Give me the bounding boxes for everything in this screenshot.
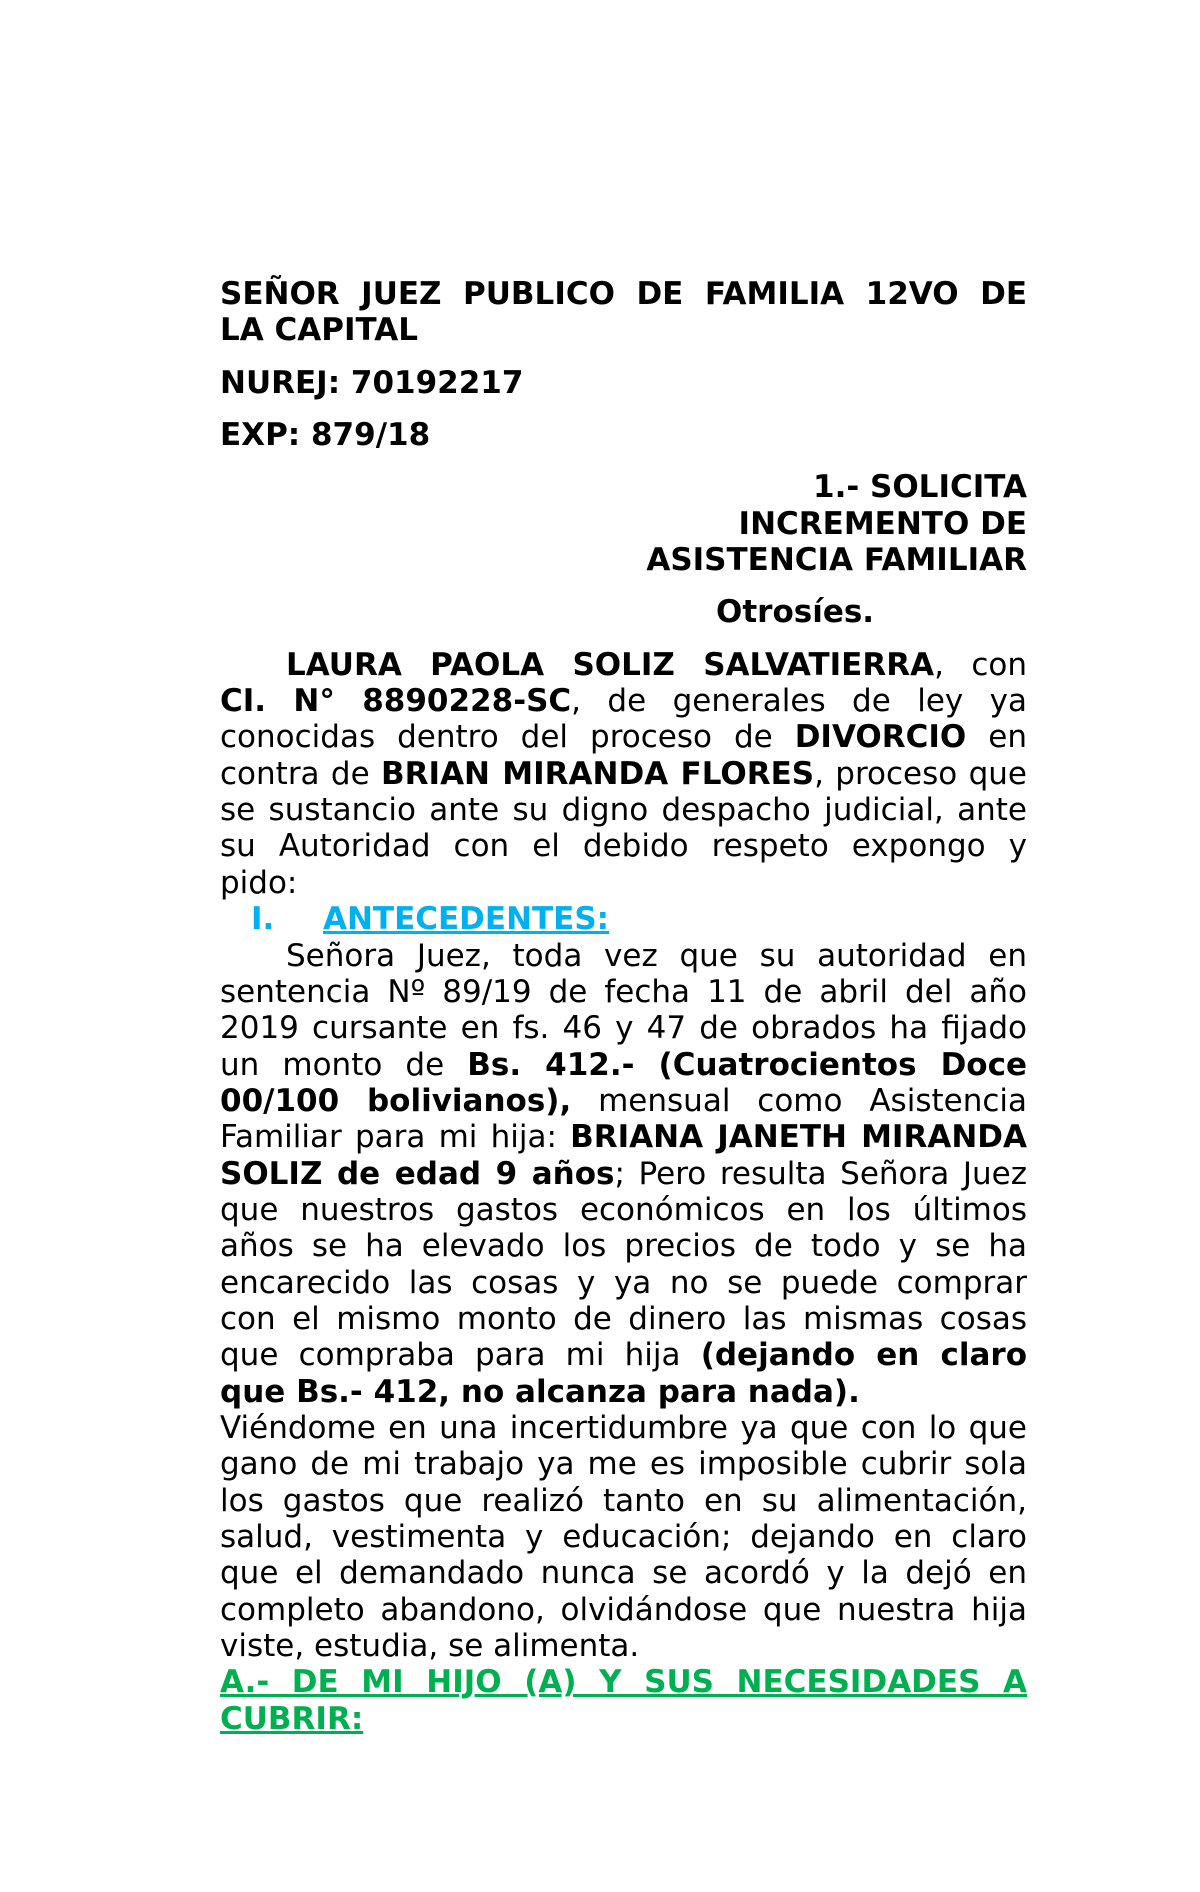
section-number: I.: [251, 901, 275, 938]
text-run: contra de: [220, 755, 382, 792]
text-run: , con: [934, 646, 1027, 683]
text-line: [220, 1192, 1027, 1228]
text-line: [220, 1047, 1027, 1083]
text-line: [220, 647, 1027, 683]
text-line: [220, 719, 1027, 755]
text-line: [220, 1483, 1027, 1519]
text-line: [220, 1628, 1027, 1664]
text-line: [220, 1010, 1027, 1046]
bold-text-run: SOLIZ de edad 9 años: [220, 1155, 615, 1192]
text-run: su Autoridad con el debido respeto expongo y: [220, 828, 1027, 865]
text-run: gano de mi trabajo ya me es imposible cubrir sola: [220, 1446, 1027, 1483]
bold-text-run: que Bs.- 412, no alcanza para nada).: [220, 1373, 860, 1410]
text-line: [220, 1119, 1027, 1155]
text-run: los gastos que realizó tanto en su alimentación,: [220, 1482, 1027, 1519]
petition-title-line: INCREMENTO DE: [738, 505, 1027, 542]
text-run: conocidas dentro del proceso de: [220, 719, 795, 756]
text-line: [220, 1337, 1027, 1373]
bold-text-run: Bs. 412.- (Cuatrocientos Doce: [467, 1046, 1027, 1083]
text-line: [220, 1410, 1027, 1446]
section-title: ANTECEDENTES:: [323, 901, 610, 938]
text-run: Señora Juez, toda vez que su autoridad en: [286, 937, 1027, 974]
antecedentes-paragraph: [220, 938, 1027, 1410]
text-line: [220, 1374, 1027, 1410]
text-run: SEÑOR JUEZ PUBLICO DE FAMILIA 12VO DE: [220, 276, 1027, 312]
text-line: [220, 974, 1027, 1010]
text-run: , de generales de ley ya: [571, 683, 1028, 720]
text-line: [220, 1301, 1027, 1337]
text-run: un monto de: [220, 1046, 468, 1083]
petition-title: [220, 469, 1027, 578]
section-heading-antecedentes: [220, 901, 1027, 937]
text-run: años se ha elevado los precios de todo y se ha: [220, 1228, 1027, 1265]
bold-text-run: CI. N° 8890228-SC: [220, 683, 572, 720]
text-line: [220, 792, 1027, 828]
text-run: pido:: [220, 864, 298, 901]
text-run: que nuestros gastos económicos en los últimos: [220, 1191, 1027, 1228]
text-line: [220, 1701, 1027, 1737]
text-run: salud, vestimenta y educación; dejando en claro: [220, 1519, 1027, 1555]
text-line: [220, 756, 1027, 792]
text-line: [220, 1592, 1027, 1628]
petition-title-line: 1.- SOLICITA: [813, 469, 1027, 506]
text-line: [220, 1555, 1027, 1591]
court-addressee: [220, 276, 1027, 349]
text-run: que el demandado nunca se acordó y la dejó en: [220, 1555, 1027, 1592]
text-run: encarecido las cosas y ya no se puede comprar: [220, 1264, 1027, 1301]
text-line: [220, 1156, 1027, 1192]
text-line: [220, 1083, 1027, 1119]
text-run: ; Pero resulta Señora Juez: [614, 1155, 1027, 1192]
text-line: [220, 1265, 1027, 1301]
text-run: viste, estudia, se alimenta.: [220, 1628, 640, 1665]
text-run: LA CAPITAL: [220, 312, 419, 349]
intro-paragraph: [220, 647, 1027, 901]
text-run: con el mismo monto de dinero las mismas cosas: [220, 1300, 1027, 1337]
text-run: en: [966, 719, 1027, 756]
text-line: [220, 828, 1027, 864]
bold-text-run: (dejando en claro: [700, 1337, 1028, 1374]
bold-text-run: 00/100 bolivianos),: [220, 1082, 572, 1119]
case-file-number: EXP: 879/18: [220, 417, 431, 454]
text-run: sentencia Nº 89/19 de fecha 11 de abril del año: [220, 973, 1027, 1010]
text-run: se sustancio ante su digno despacho judicial, ante: [220, 792, 1027, 829]
text-run: 2019 cursante en fs. 46 y 47 de obrados ha fijado: [220, 1010, 1027, 1047]
hardship-paragraph: [220, 1410, 1027, 1664]
text-run: que compraba para mi hija: [220, 1337, 701, 1374]
text-run: A.- DE MI HIJO (A) Y SUS NECESIDADES A: [220, 1664, 1027, 1701]
text-line: [220, 1519, 1027, 1555]
text-run: , proceso que: [814, 755, 1027, 792]
text-run: CUBRIR:: [220, 1700, 364, 1737]
text-run: Viéndome en una incertidumbre ya que con lo que: [220, 1409, 1027, 1446]
subsection-heading-needs: [220, 1664, 1027, 1737]
text-line: [220, 1664, 1027, 1700]
text-line: [220, 312, 1027, 348]
text-line: [220, 276, 1027, 312]
otrosies-label: Otrosíes.: [716, 594, 875, 631]
document-body: [220, 276, 1027, 1737]
bold-text-run: BRIANA JANETH MIRANDA: [570, 1119, 1027, 1156]
text-run: completo abandono, olvidándose que nuestra hija: [220, 1591, 1027, 1628]
text-line: [220, 938, 1027, 974]
bold-text-run: LAURA PAOLA SOLIZ SALVATIERRA: [286, 646, 935, 683]
case-number-nurej: NUREJ: 70192217: [220, 364, 524, 401]
bold-text-run: DIVORCIO: [794, 719, 967, 756]
text-line: [220, 865, 1027, 901]
text-line: [220, 1228, 1027, 1264]
bold-text-run: BRIAN MIRANDA FLORES: [381, 755, 815, 792]
text-run: mensual como Asistencia: [571, 1082, 1027, 1119]
petition-title-line: ASISTENCIA FAMILIAR: [646, 542, 1027, 579]
text-line: [220, 683, 1027, 719]
text-line: [220, 1446, 1027, 1482]
text-run: Familiar para mi hija:: [220, 1119, 571, 1156]
